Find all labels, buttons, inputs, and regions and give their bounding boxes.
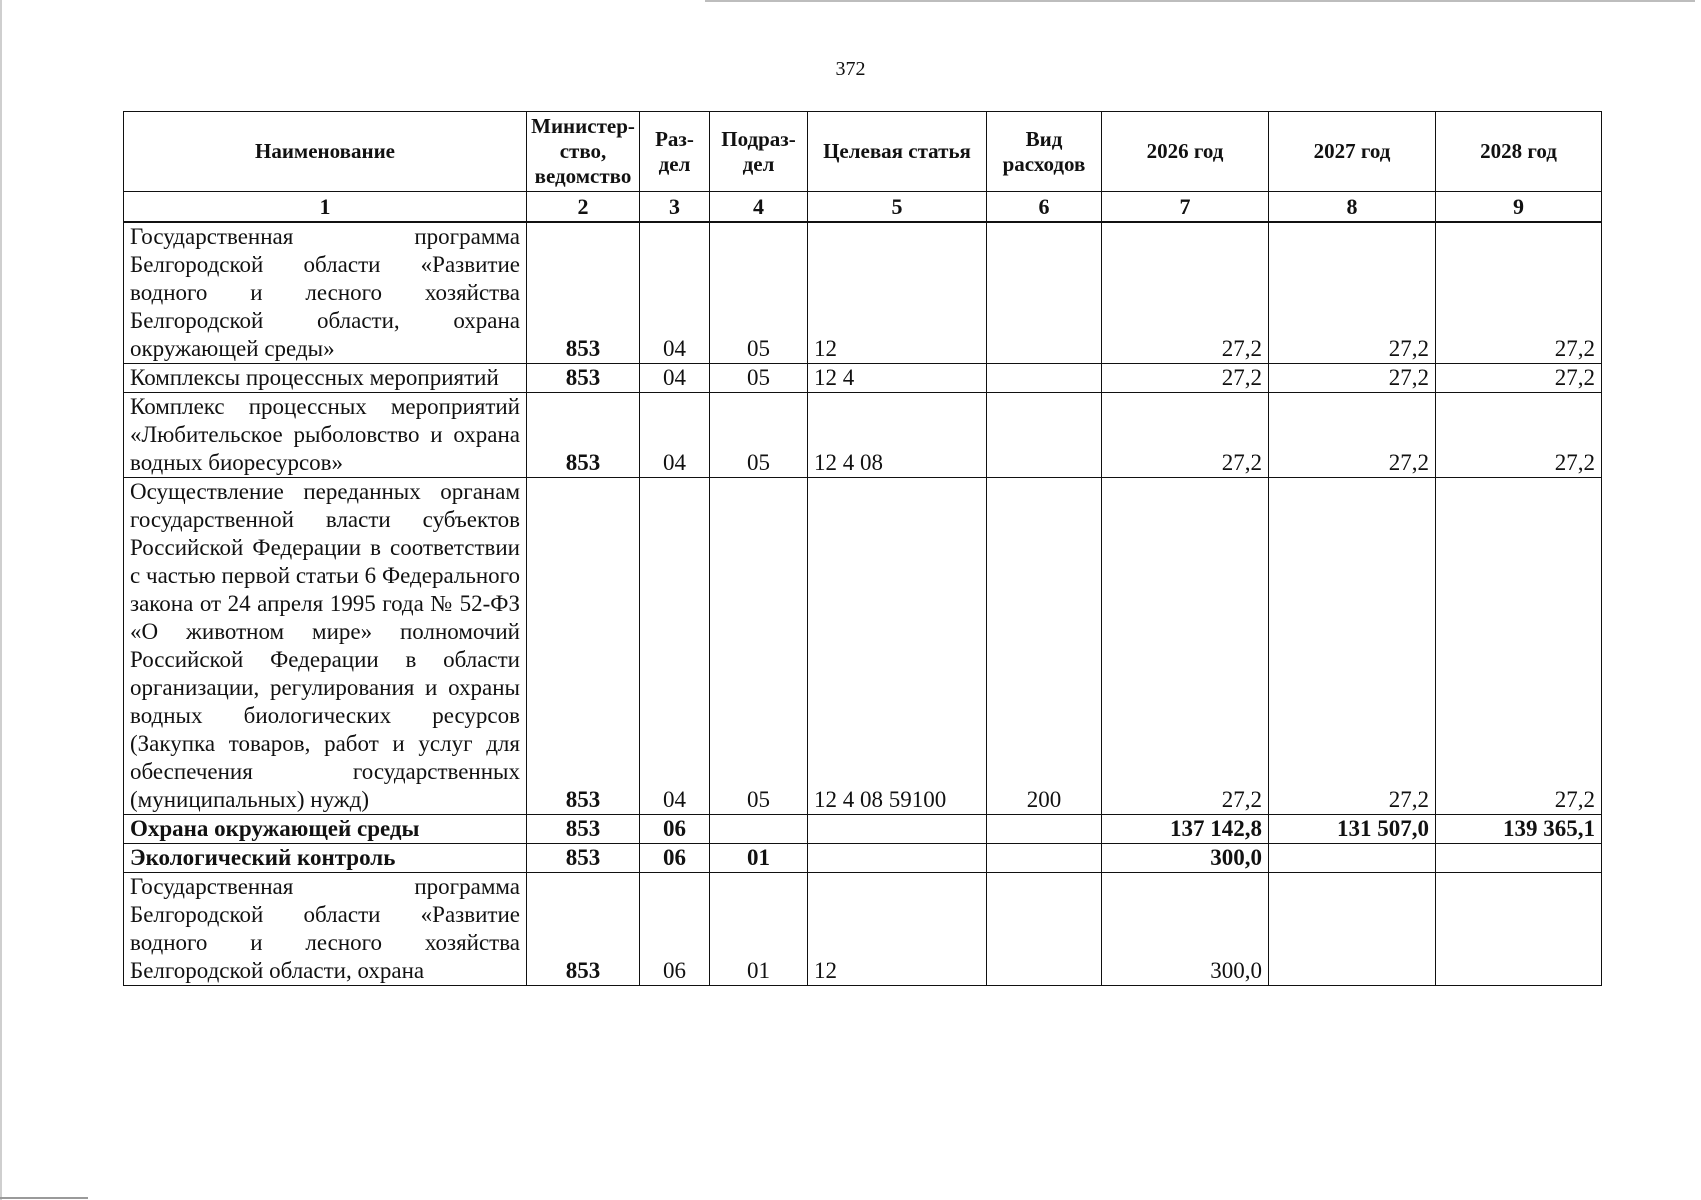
row-amount-2026: 27,2: [1102, 393, 1269, 478]
row-subsection: 05: [710, 364, 808, 393]
row-expense-type: [987, 873, 1102, 986]
row-section: 04: [640, 222, 710, 364]
row-target-article: [808, 815, 987, 844]
header-year-2028: 2028 год: [1436, 112, 1602, 192]
row-name: Государственная программа Белгородской области «Развитие водного и лесного хозяйства Белгородской области, охрана: [124, 873, 527, 986]
row-expense-type: [987, 393, 1102, 478]
row-section: 04: [640, 478, 710, 815]
row-amount-2027: 27,2: [1269, 478, 1436, 815]
scan-edge-top: [705, 0, 1695, 2]
row-section: 06: [640, 815, 710, 844]
row-name: Комплекс процессных мероприятий «Любительское рыболовство и охрана водных биоресурсов»: [124, 393, 527, 478]
row-amount-2028: 139 365,1: [1436, 815, 1602, 844]
row-amount-2027: [1269, 873, 1436, 986]
row-section: 06: [640, 844, 710, 873]
row-target-article: 12 4: [808, 364, 987, 393]
row-amount-2026: 27,2: [1102, 364, 1269, 393]
row-section: 06: [640, 873, 710, 986]
row-expense-type: [987, 815, 1102, 844]
row-target-article: 12: [808, 873, 987, 986]
row-amount-2027: [1269, 844, 1436, 873]
row-expense-type: [987, 222, 1102, 364]
row-target-article: 12 4 08 59100: [808, 478, 987, 815]
header-name: Наименование: [124, 112, 527, 192]
column-number: 9: [1436, 192, 1602, 223]
row-amount-2028: 27,2: [1436, 393, 1602, 478]
column-number: 1: [124, 192, 527, 223]
row-name: Охрана окружающей среды: [124, 815, 527, 844]
header-year-2026: 2026 год: [1102, 112, 1269, 192]
header-section: Раз-дел: [640, 112, 710, 192]
row-ministry: 853: [527, 815, 640, 844]
row-name: Государственная программа Белгородской области «Развитие водного и лесного хозяйства Белгородской области, охрана окружающей среды»: [124, 222, 527, 364]
row-target-article: [808, 844, 987, 873]
column-number: 7: [1102, 192, 1269, 223]
header-subsection: Подраз-дел: [710, 112, 808, 192]
header-year-2027: 2027 год: [1269, 112, 1436, 192]
row-amount-2028: 27,2: [1436, 222, 1602, 364]
row-target-article: 12 4 08: [808, 393, 987, 478]
column-number: 4: [710, 192, 808, 223]
column-number-row: [124, 192, 1602, 223]
row-subsection: 05: [710, 222, 808, 364]
column-number: 3: [640, 192, 710, 223]
row-ministry: 853: [527, 844, 640, 873]
row-section: 04: [640, 364, 710, 393]
row-target-article: 12: [808, 222, 987, 364]
table-row: [124, 844, 1602, 873]
row-name: Комплексы процессных мероприятий: [124, 364, 527, 393]
row-subsection: 05: [710, 393, 808, 478]
table-row: [124, 873, 1602, 986]
row-amount-2026: 300,0: [1102, 873, 1269, 986]
column-number: 2: [527, 192, 640, 223]
row-subsection: 05: [710, 478, 808, 815]
row-amount-2026: 27,2: [1102, 478, 1269, 815]
table-row: [124, 815, 1602, 844]
column-number: 6: [987, 192, 1102, 223]
row-amount-2027: 27,2: [1269, 364, 1436, 393]
row-amount-2028: 27,2: [1436, 478, 1602, 815]
scan-edge-left: [0, 0, 2, 1200]
scan-mark: [0, 1197, 88, 1199]
table-row: [124, 393, 1602, 478]
row-name: Осуществление переданных органам государственной власти субъектов Российской Федерации в соответствии с частью первой статьи 6 Федерального закона от 24 апреля 1995 года № 52-ФЗ «О животном мире» полномочий Российской Федерации в области организации, регулирования и охраны водных биологических ресурсов (Закупка товаров, работ и услуг для обеспечения государственных (муниципальных) нужд): [124, 478, 527, 815]
table-row: [124, 364, 1602, 393]
row-ministry: 853: [527, 364, 640, 393]
column-number: 8: [1269, 192, 1436, 223]
row-section: 04: [640, 393, 710, 478]
row-ministry: 853: [527, 222, 640, 364]
row-subsection: 01: [710, 873, 808, 986]
header-expense-type: Вид расходов: [987, 112, 1102, 192]
row-subsection: 01: [710, 844, 808, 873]
row-ministry: 853: [527, 873, 640, 986]
table-row: [124, 478, 1602, 815]
row-ministry: 853: [527, 478, 640, 815]
row-amount-2027: 27,2: [1269, 222, 1436, 364]
table-row: [124, 222, 1602, 364]
row-expense-type: [987, 844, 1102, 873]
row-amount-2028: [1436, 844, 1602, 873]
budget-table: [123, 111, 1602, 986]
row-subsection: [710, 815, 808, 844]
row-amount-2026: 27,2: [1102, 222, 1269, 364]
row-amount-2026: 137 142,8: [1102, 815, 1269, 844]
row-amount-2028: [1436, 873, 1602, 986]
row-name: Экологический контроль: [124, 844, 527, 873]
row-amount-2027: 27,2: [1269, 393, 1436, 478]
row-ministry: 853: [527, 393, 640, 478]
column-number: 5: [808, 192, 987, 223]
page-number: 372: [835, 58, 866, 80]
row-expense-type: 200: [987, 478, 1102, 815]
row-amount-2028: 27,2: [1436, 364, 1602, 393]
table-header-row: [124, 112, 1602, 192]
row-amount-2027: 131 507,0: [1269, 815, 1436, 844]
row-amount-2026: 300,0: [1102, 844, 1269, 873]
header-target-article: Целевая статья: [808, 112, 987, 192]
header-ministry: Министер-ство, ведомство: [527, 112, 640, 192]
row-expense-type: [987, 364, 1102, 393]
